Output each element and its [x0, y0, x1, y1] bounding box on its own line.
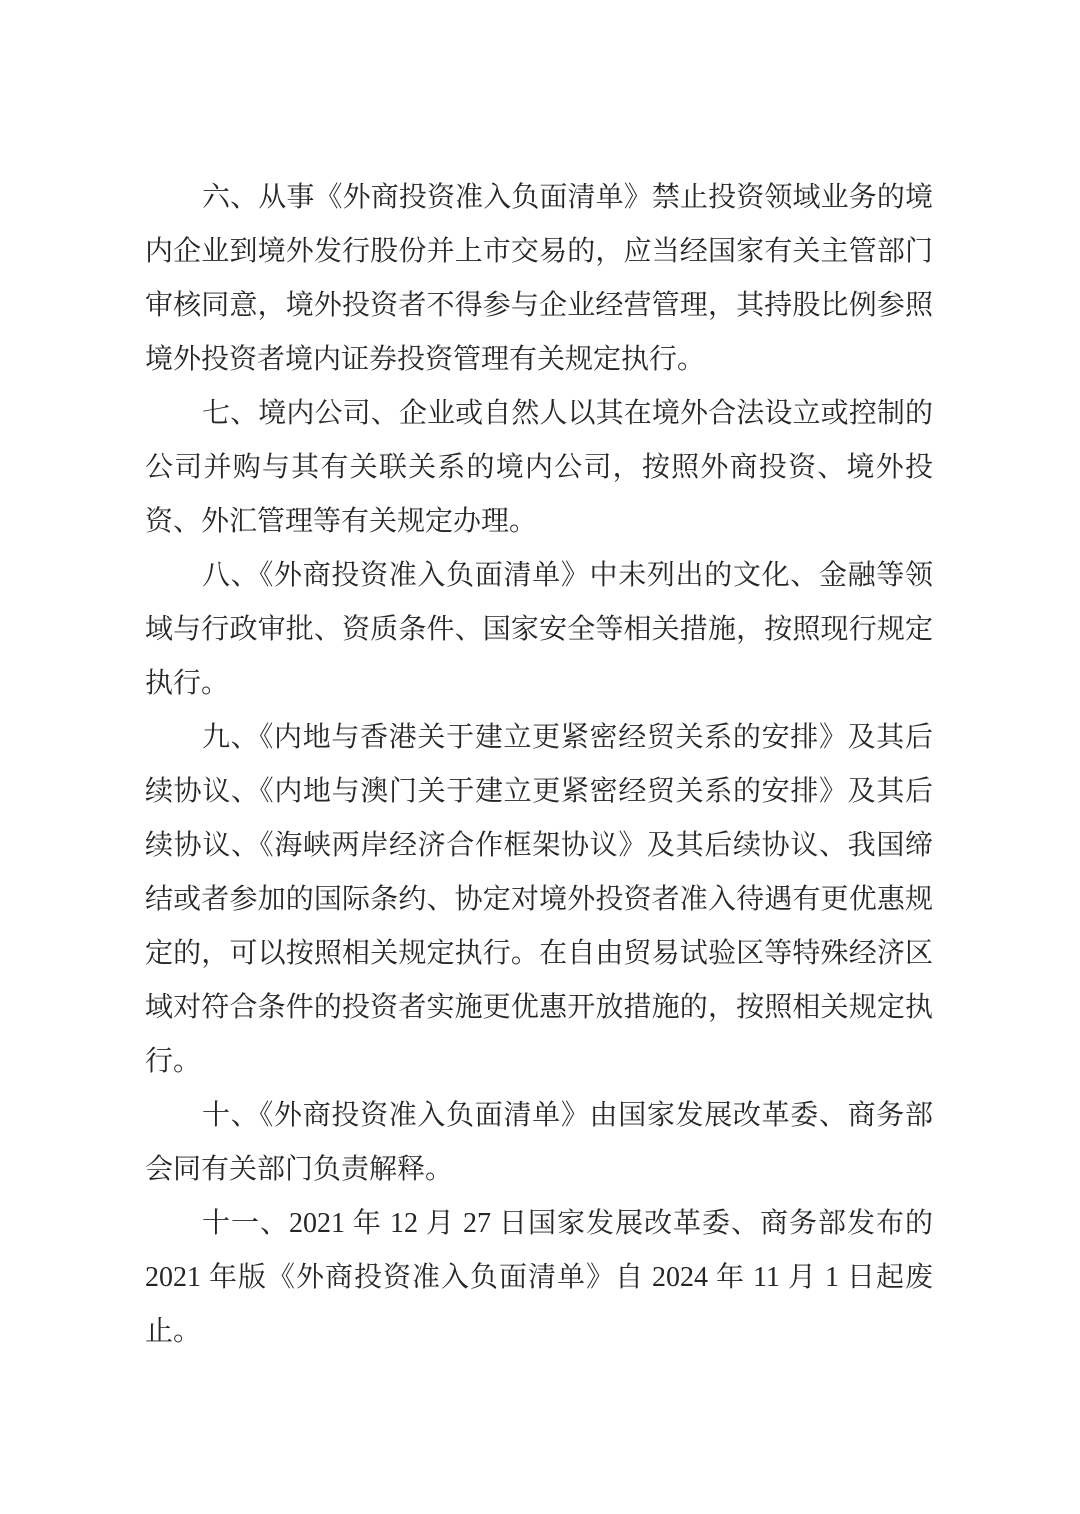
- text-line: 定的，可以按照相关规定执行。在自由贸易试验区等特殊经济区: [145, 938, 933, 969]
- paragraph-item-7: [145, 387, 933, 549]
- text-line: 止。: [145, 1316, 202, 1347]
- paragraph-item-6: [145, 171, 933, 387]
- document-body: [145, 171, 933, 1359]
- text-line: 会同有关部门负责解释。: [145, 1154, 454, 1185]
- text-line: 续协议、《内地与澳门关于建立更紧密经贸关系的安排》及其后: [145, 776, 933, 807]
- text-line: 结或者参加的国际条约、协定对境外投资者准入待遇有更优惠规: [145, 884, 933, 915]
- paragraph-item-9: [145, 711, 933, 1089]
- text-line: 公司并购与其有关联关系的境内公司，按照外商投资、境外投: [145, 452, 933, 483]
- text-line: 执行。: [145, 668, 230, 699]
- text-line: 域对符合条件的投资者实施更优惠开放措施的，按照相关规定执: [145, 992, 933, 1023]
- text-line: 域与行政审批、资质条件、国家安全等相关措施，按照现行规定: [145, 614, 933, 645]
- text-line: 境外投资者境内证券投资管理有关规定执行。: [145, 344, 706, 375]
- paragraph-item-11: [145, 1197, 933, 1359]
- text-line: 十一、2021 年 12 月 27 日国家发展改革委、商务部发布的: [202, 1208, 933, 1239]
- text-line: 七、境内公司、企业或自然人以其在境外合法设立或控制的: [202, 398, 933, 429]
- text-line: 资、外汇管理等有关规定办理。: [145, 506, 538, 537]
- text-line: 十、《外商投资准入负面清单》由国家发展改革委、商务部: [202, 1100, 933, 1131]
- text-line: 审核同意，境外投资者不得参与企业经营管理，其持股比例参照: [145, 290, 933, 321]
- text-line: 九、《内地与香港关于建立更紧密经贸关系的安排》及其后: [202, 722, 933, 753]
- text-line: 续协议、《海峡两岸经济合作框架协议》及其后续协议、我国缔: [145, 830, 933, 861]
- paragraph-item-8: [145, 549, 933, 711]
- text-line: 六、从事《外商投资准入负面清单》禁止投资领域业务的境: [202, 182, 933, 213]
- text-line: 2021 年版《外商投资准入负面清单》自 2024 年 11 月 1 日起废: [145, 1262, 933, 1293]
- text-line: 行。: [145, 1046, 202, 1077]
- text-line: 内企业到境外发行股份并上市交易的，应当经国家有关主管部门: [145, 236, 933, 267]
- text-line: 八、《外商投资准入负面清单》中未列出的文化、金融等领: [202, 560, 933, 591]
- paragraph-item-10: [145, 1089, 933, 1197]
